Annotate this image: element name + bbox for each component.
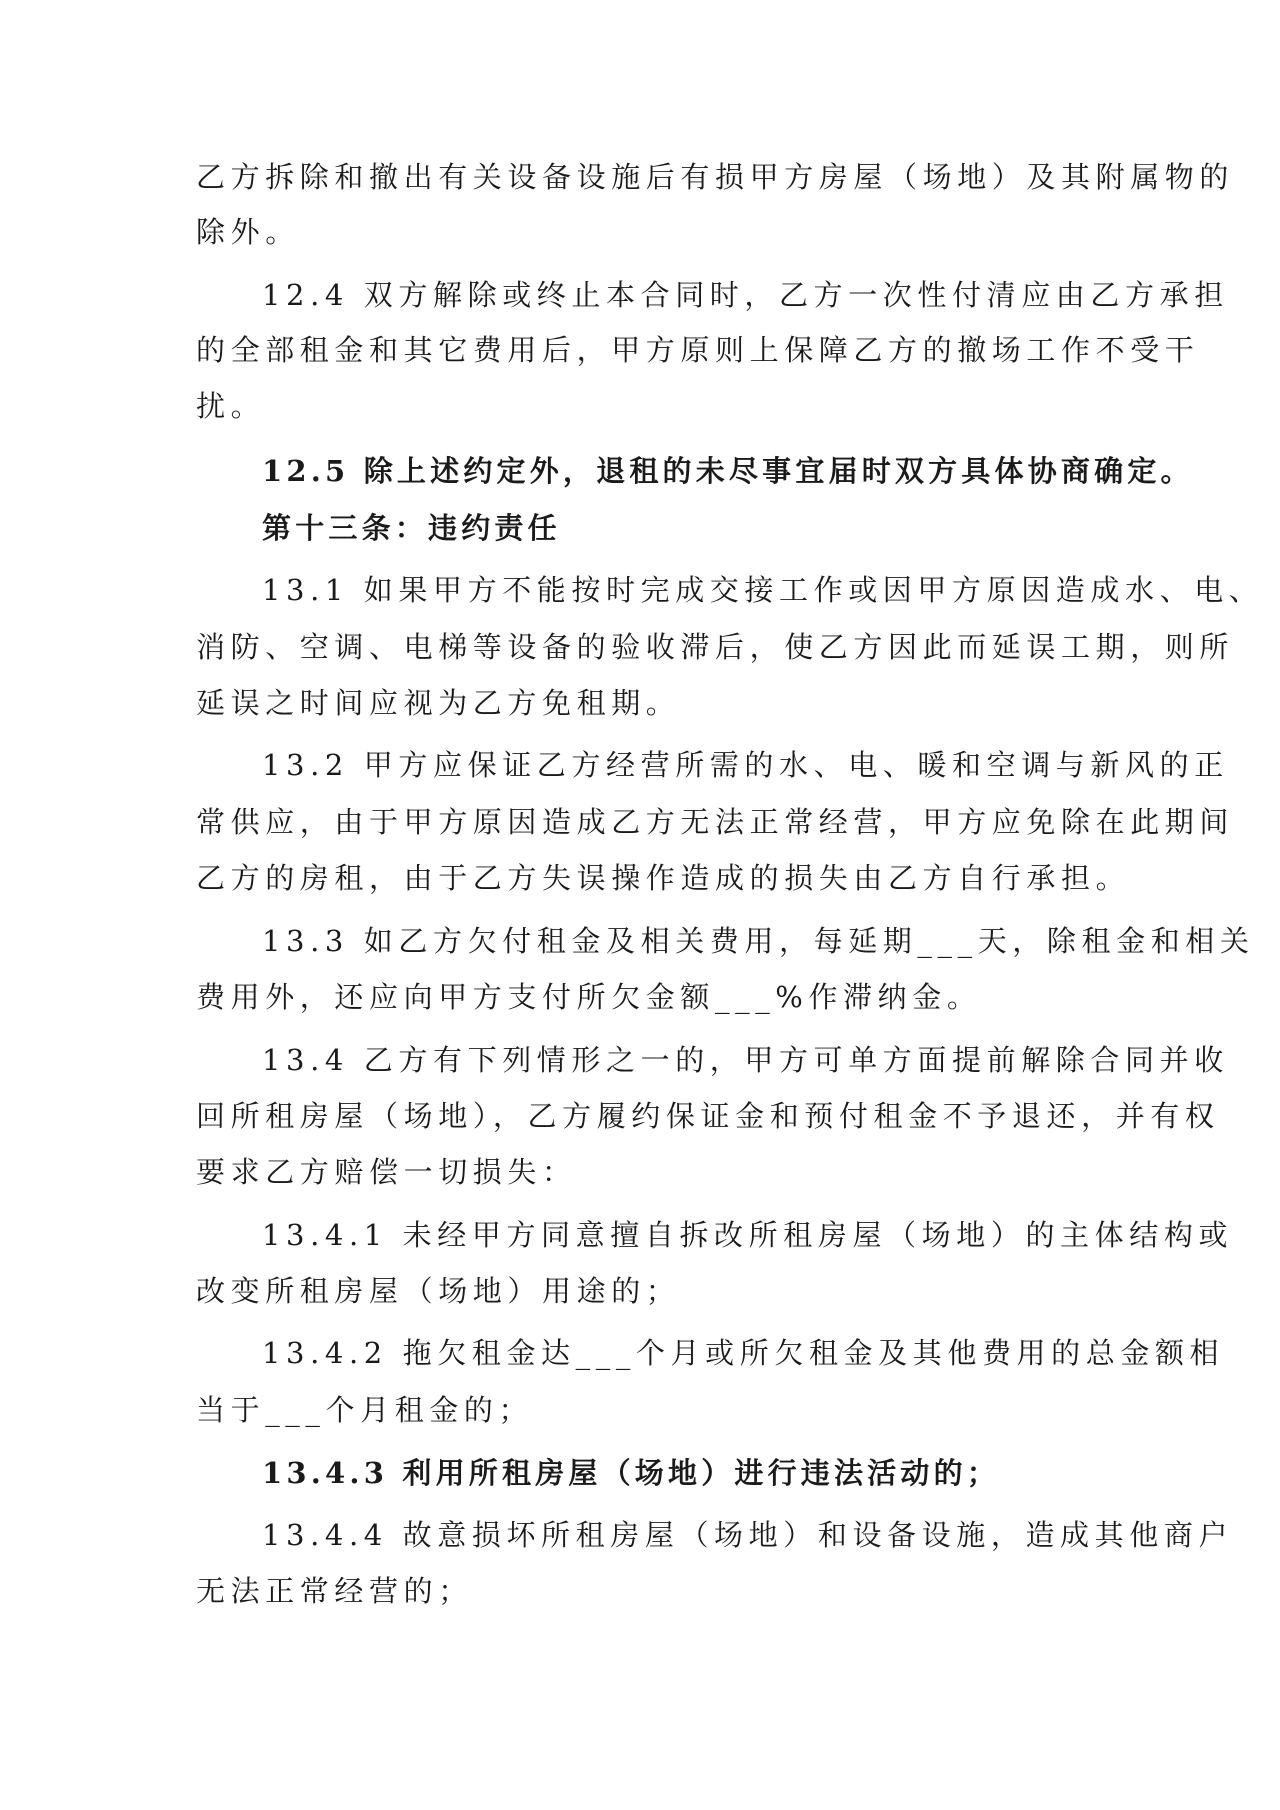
text-line: 延误之时间应视为乙方免租期。 (196, 686, 681, 720)
clause-12-5: 12.5 除上述约定外，退租的未尽事宜届时双方具体协商确定。 (262, 454, 1194, 488)
text-line: 的全部租金和其它费用后，甲方原则上保障乙方的撤场工作不受干 (196, 333, 1200, 367)
text-line: 13.3 如乙方欠付租金及相关费用，每延期___天，除租金和相关 (262, 924, 1255, 958)
text-line: 当于___个月租金的； (196, 1393, 534, 1427)
text-line: 12.4 双方解除或终止本合同时，乙方一次性付清应由乙方承担 (262, 278, 1229, 312)
text-line: 13.4.4 故意损坏所租房屋（场地）和设备设施，造成其他商户 (262, 1518, 1234, 1552)
text-line: 消防、空调、电梯等设备的验收滞后，使乙方因此而延误工期，则所 (196, 630, 1235, 664)
text-line: 乙方拆除和撤出有关设备设施后有损甲方房屋（场地）及其附属物的 (196, 160, 1235, 194)
section-heading: 第十三条：违约责任 (262, 511, 561, 545)
text-line: 改变所租房屋（场地）用途的； (196, 1274, 681, 1308)
text-line: 乙方的房租，由于乙方失误操作造成的损失由乙方自行承担。 (196, 861, 1131, 895)
clause-13-4-3: 13.4.3 利用所租房屋（场地）进行违法活动的； (262, 1456, 1001, 1490)
text-line: 13.4 乙方有下列情形之一的，甲方可单方面提前解除合同并收 (262, 1043, 1229, 1077)
text-line: 费用外，还应向甲方支付所欠金额___%作滞纳金。 (196, 980, 982, 1014)
text-line: 要求乙方赔偿一切损失： (196, 1155, 577, 1189)
text-line: 扰。 (196, 389, 266, 423)
text-line: 回所租房屋（场地），乙方履约保证金和预付租金不予退还，并有权 (196, 1099, 1220, 1133)
text-line: 除外。 (196, 215, 300, 249)
text-line: 13.1 如果甲方不能按时完成交接工作或因甲方原因造成水、电、 (262, 573, 1264, 607)
text-line: 13.4.2 拖欠租金达___个月或所欠租金及其他费用的总金额相 (262, 1336, 1225, 1370)
text-line: 13.2 甲方应保证乙方经营所需的水、电、暖和空调与新风的正 (262, 748, 1229, 782)
text-line: 无法正常经营的； (196, 1574, 473, 1608)
text-line: 13.4.1 未经甲方同意擅自拆改所租房屋（场地）的主体结构或 (262, 1218, 1234, 1252)
text-line: 常供应，由于甲方原因造成乙方无法正常经营，甲方应免除在此期间 (196, 805, 1235, 839)
